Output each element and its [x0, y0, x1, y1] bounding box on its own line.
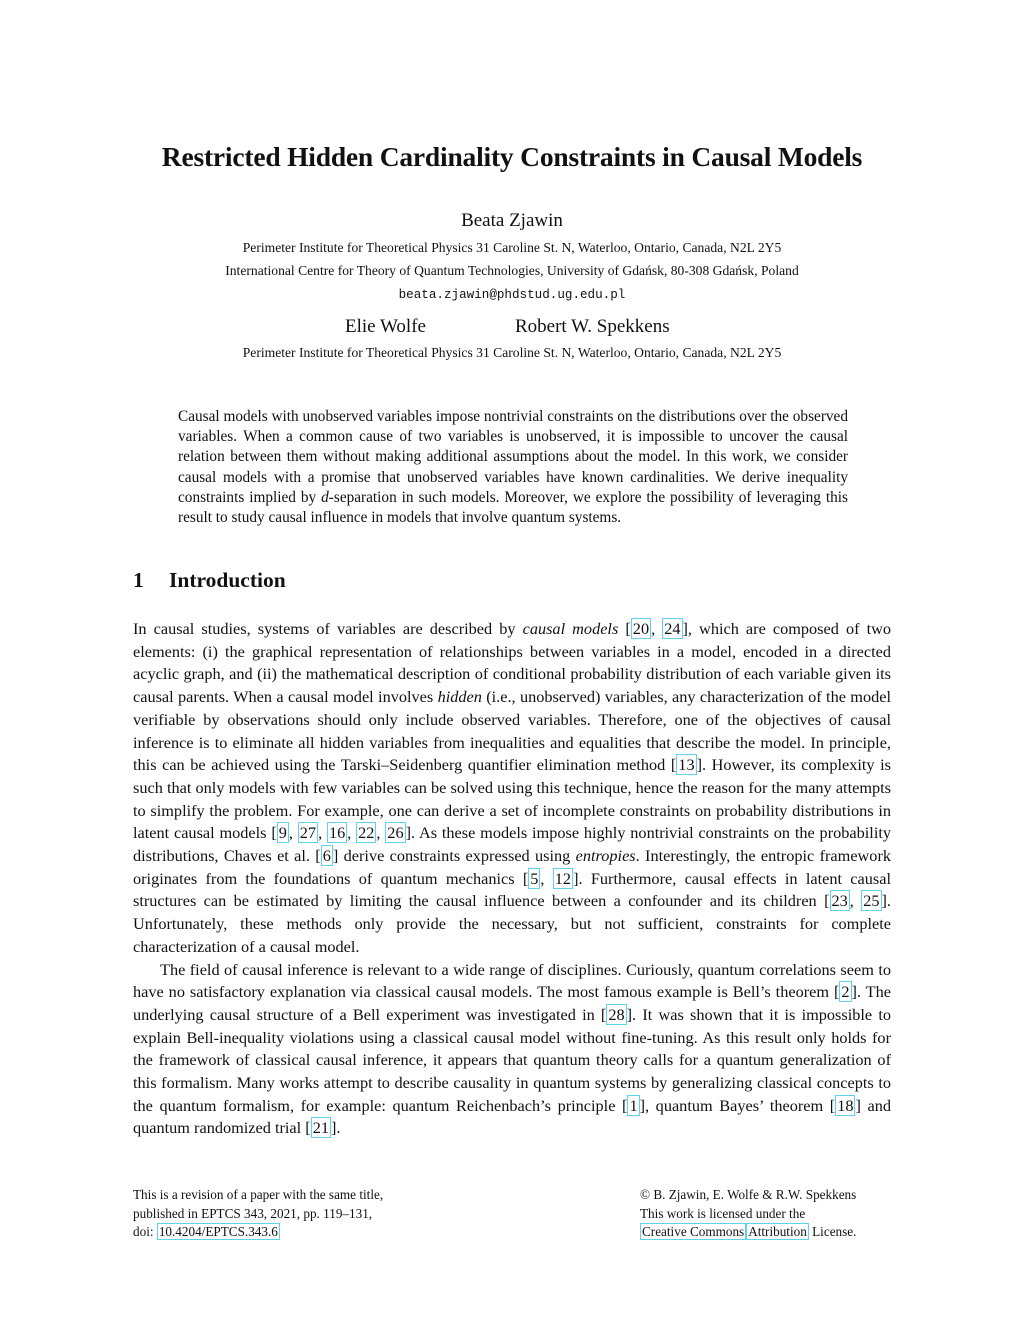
- citation-link[interactable]: 26: [387, 823, 404, 843]
- citation-link[interactable]: 21: [312, 1118, 329, 1138]
- body-text: [133, 618, 891, 1140]
- citation-link[interactable]: 24: [664, 619, 681, 638]
- paragraph: The field of causal inference is relevant to a wide range of disciplines. Curiously, quantum correlations seem to have no satisfactory explanation via classical causal models. The most famous example is Bell’s theorem [ 2 ]. The underlying causal structure of a Bell experiment was investigated in [ 28 ]. It was shown that it is impossible to explain Bell-inequality violations using a classical causal model without fine-tuning. As this result only holds for the framework of classical causal inference, it appears that quantum theory calls for a quantum generalization of this formalism. Many works attempt to describe causality in quantum systems by generalizing classical concepts to the quantum formalism, for example: quantum Reichenbach’s principle [ 1 ], quantum Bayes’ theorem [ 18 ] and quantum randomized trial [ 21 ].: [133, 959, 892, 1138]
- citation-link[interactable]: 20: [632, 619, 650, 638]
- author-affiliation: Perimeter Institute for Theoretical Physics 31 Caroline St. N, Waterloo, Ontario, Canada, N2L 2Y5: [242, 240, 782, 255]
- citation-link[interactable]: 25: [863, 891, 880, 911]
- citation-link[interactable]: 22: [358, 823, 375, 843]
- author-email[interactable]: beata.zjawin@phdstud.ug.edu.pl: [398, 288, 626, 302]
- citation-link[interactable]: 6: [322, 846, 331, 866]
- citation-link[interactable]: 28: [608, 1004, 625, 1024]
- citation-link[interactable]: 27: [299, 823, 317, 843]
- author-affiliation: International Centre for Theory of Quantum Technologies, University of Gdańsk, 80-308 Gdańsk, Poland: [225, 263, 799, 278]
- citation-link[interactable]: 18: [837, 1095, 854, 1115]
- footer-license: © B. Zjawin, E. Wolfe & R.W. Spekkens This work is licensed under the Creative Commons Attribution License.: [640, 1187, 857, 1239]
- section-heading: 1 Introduction: [133, 568, 286, 592]
- citation-link[interactable]: 2: [841, 982, 850, 1002]
- author-affiliation: Perimeter Institute for Theoretical Physics 31 Caroline St. N, Waterloo, Ontario, Canada, N2L 2Y5: [242, 345, 782, 360]
- citation-link[interactable]: 1: [629, 1095, 638, 1115]
- citation-link[interactable]: 5: [530, 868, 539, 888]
- author-name: Elie Wolfe: [345, 316, 426, 337]
- citation-link[interactable]: 23: [831, 891, 848, 911]
- citation-link[interactable]: 9: [278, 823, 287, 843]
- footer-publication-note: This is a revision of a paper with the same title, published in EPTCS 343, 2021, pp. 119–131, doi: 10.4204/EPTCS.343.6: [133, 1187, 384, 1239]
- paper-title: Restricted Hidden Cardinality Constraints in Causal Models: [161, 141, 863, 172]
- doi-link[interactable]: 10.4204/EPTCS.343.6: [158, 1224, 278, 1239]
- citation-link[interactable]: 12: [554, 868, 572, 888]
- creative-commons-link[interactable]: Creative Commons: [642, 1224, 745, 1239]
- citation-link[interactable]: 13: [678, 755, 695, 775]
- author-name: Beata Zjawin: [461, 210, 563, 231]
- paragraph: In causal studies, systems of variables are described by causal models [ 20 , 24 ], which are composed of two elements: (i) the graphical representation of relationships between variables in a model, encoded in a directed acyclic graph, and (ii) the mathematical description of conditional probability distribution of each variable given its causal parents. When a causal model involves hidden (i.e., unobserved) variables, any characterization of the model verifiable by observations should only include observed variables. Therefore, one of the objectives of causal inference is to eliminate all hidden variables from inequalities and equalities that describe the model. In principle, this can be achieved using the Tarski–Seidenberg quantifier elimination method [ 13 ]. However, its complexity is such that only models with few variables can be solved using this technique, hence the reason for the many attempts to simplify the problem. For example, one can derive a set of incomplete constraints on probability distributions in latent causal models [ 9 , 27 , 16 , 22 , 26 ]. As these models impose highly nontrivial constraints on the probability distributions, Chaves et al. [ 6 ] derive constraints expressed using entropies. Interestingly, the entropic framework originates from the foundations of quantum mechanics [ 5 , 12 ]. Furthermore, causal effects in latent causal structures can be estimated by limiting the causal influence between a confounder and its children [ 23 , 25 ]. Unfortunately, these methods only provide the necessary, but not sufficient, constraints for complete characterization of a causal model.: [133, 619, 892, 956]
- attribution-link[interactable]: Attribution: [748, 1224, 807, 1239]
- abstract: Causal models with unobserved variables impose nontrivial constraints on the distributions over the observed variables. When a common cause of two variables is unobserved, it is impossible to uncover the causal relation between them without making additional assumptions about the model. In this work, we consider causal models with a promise that unobserved variables have known cardinalities. We derive inequality constraints implied by d-separation in such models. Moreover, we explore the possibility of leveraging this result to study causal influence in models that involve quantum systems.: [178, 408, 848, 527]
- citation-link[interactable]: 16: [328, 823, 346, 843]
- author-name: Robert W. Spekkens: [515, 316, 670, 337]
